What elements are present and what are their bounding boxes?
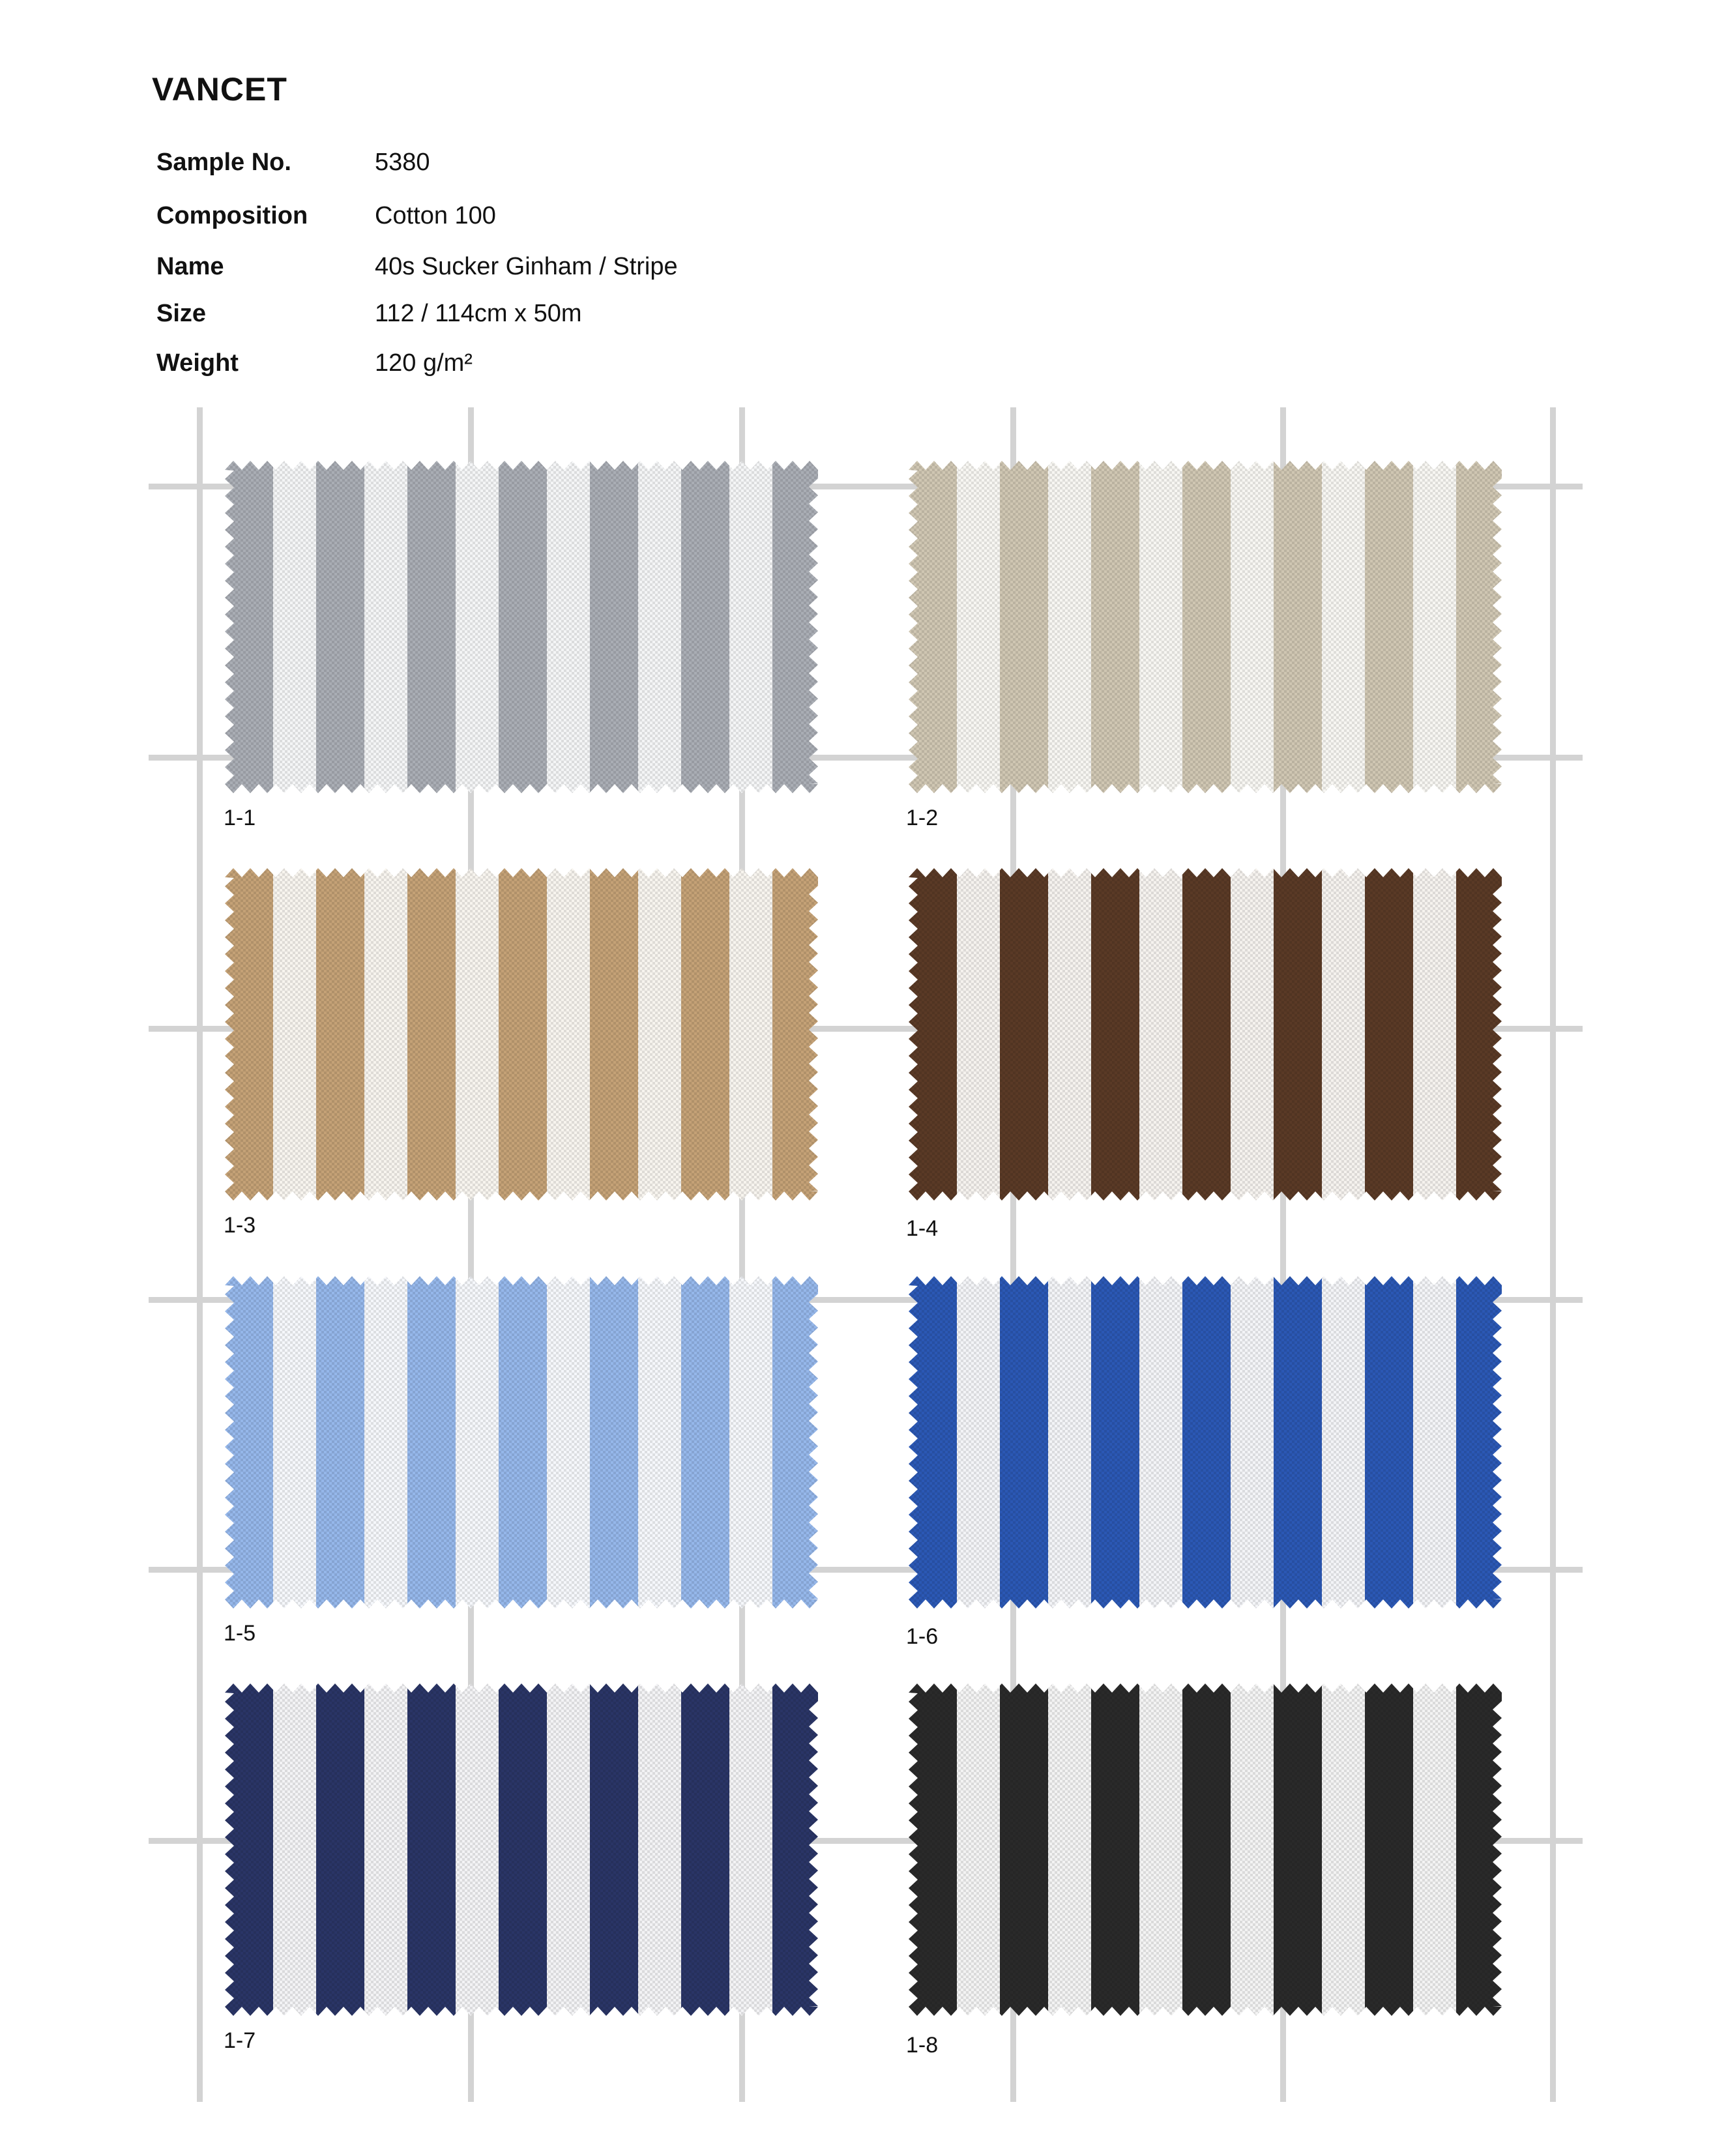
spec-row-size bbox=[156, 300, 1069, 339]
swatch-label: 1-4 bbox=[906, 1216, 939, 1241]
spec-label: Name bbox=[156, 253, 224, 280]
spec-row-name bbox=[156, 253, 1069, 292]
spec-value: 40s Sucker Ginham / Stripe bbox=[375, 253, 678, 280]
swatch-label: 1-1 bbox=[224, 806, 256, 830]
spec-value: 120 g/m² bbox=[375, 349, 473, 377]
spec-value: 5380 bbox=[375, 149, 430, 176]
swatch-label: 1-5 bbox=[224, 1621, 256, 1646]
fabric-swatch bbox=[909, 461, 1502, 793]
grid-line-vertical bbox=[1550, 407, 1556, 2102]
spec-value: Cotton 100 bbox=[375, 202, 496, 229]
fabric-swatch bbox=[225, 868, 818, 1201]
swatch-label: 1-6 bbox=[906, 1624, 939, 1649]
fabric-swatch bbox=[909, 1276, 1502, 1609]
swatch-label: 1-8 bbox=[906, 2033, 939, 2058]
spec-row-weight bbox=[156, 349, 1069, 388]
spec-label: Weight bbox=[156, 349, 239, 377]
fabric-swatch bbox=[909, 1683, 1502, 2016]
fabric-swatch bbox=[225, 461, 818, 793]
swatch-label: 1-3 bbox=[224, 1213, 256, 1238]
spec-label: Size bbox=[156, 300, 207, 327]
swatch-label: 1-7 bbox=[224, 2028, 256, 2053]
fabric-swatch bbox=[225, 1683, 818, 2016]
spec-row-sample-no bbox=[156, 149, 1069, 188]
fabric-swatch bbox=[909, 868, 1502, 1201]
spec-row-composition bbox=[156, 202, 1069, 241]
grid-line-vertical bbox=[197, 407, 203, 2102]
spec-label: Sample No. bbox=[156, 149, 291, 176]
spec-label: Composition bbox=[156, 202, 308, 229]
brand-title: VANCET bbox=[152, 71, 287, 108]
fabric-swatch bbox=[225, 1276, 818, 1609]
swatch-label: 1-2 bbox=[906, 806, 939, 830]
spec-value: 112 / 114cm x 50m bbox=[375, 300, 582, 327]
